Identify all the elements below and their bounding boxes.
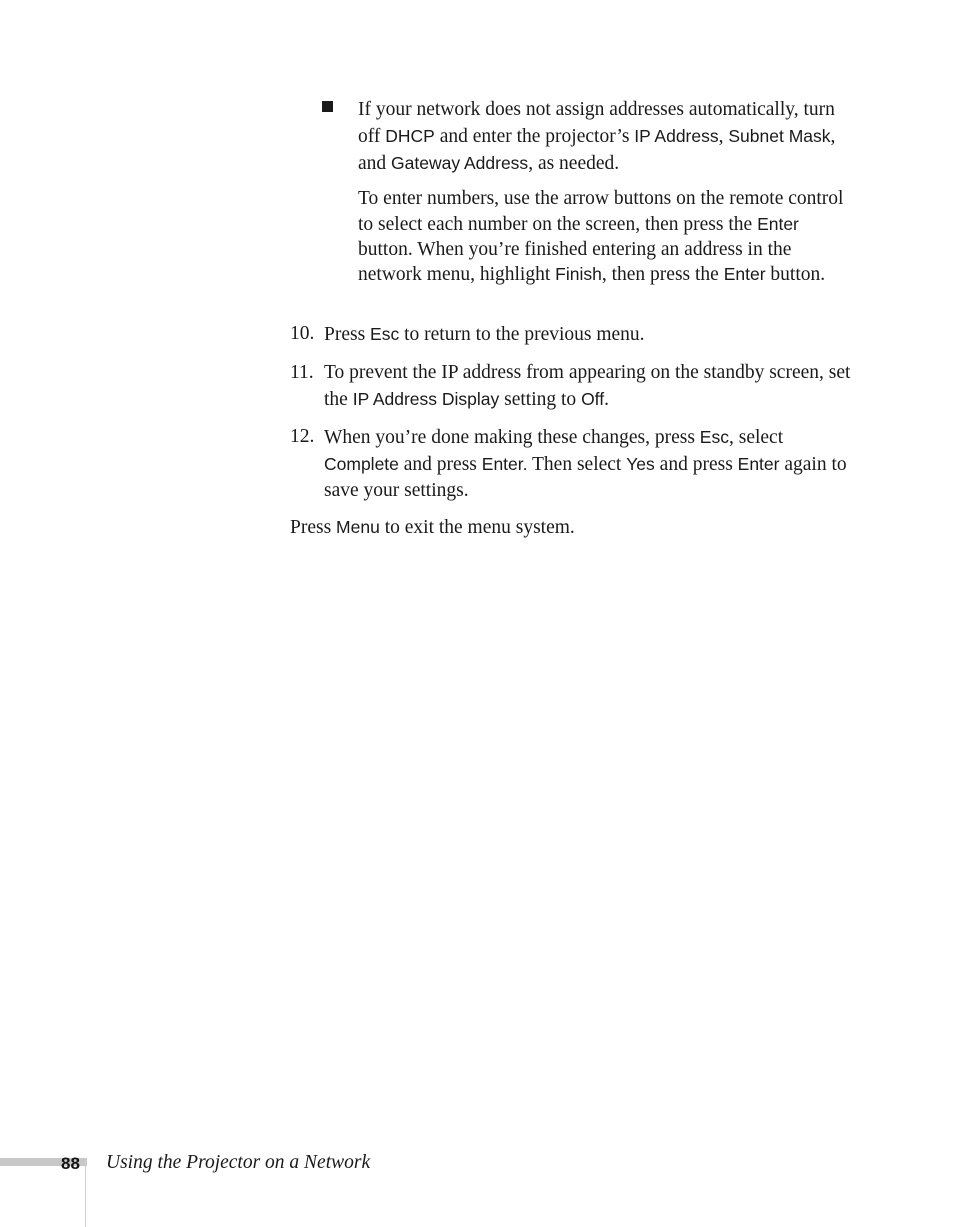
ip-address-display-setting-label: IP Address Display	[352, 389, 500, 409]
bullet-text-segment: ,	[718, 126, 729, 147]
step-10	[290, 321, 860, 348]
footer-vertical-rule	[85, 1160, 86, 1227]
paragraph-text-segment: button.	[765, 264, 826, 286]
step-text-segment: , select	[728, 427, 784, 448]
bullet-text	[358, 97, 858, 177]
esc-button-label: Esc	[699, 427, 729, 447]
bullet-text-segment: If your network does not assign addresses automatically, turn off	[358, 99, 835, 147]
dhcp-setting-label: DHCP	[385, 126, 435, 146]
step-number: 12.	[290, 426, 315, 447]
step-text-segment: To prevent the IP address from appearing on the standby screen, set the	[324, 362, 851, 410]
enter-button-label: Enter	[723, 264, 766, 285]
step-11	[290, 360, 860, 413]
closing-text-segment: Press	[290, 517, 337, 538]
paragraph-text-segment: button. When you’re finished entering an address in the network menu, highlight	[358, 238, 792, 286]
entering-numbers-paragraph	[358, 187, 858, 288]
paragraph-text-segment: , then press the	[601, 264, 724, 286]
step-text-segment: again to save your settings.	[324, 454, 847, 501]
step-text-segment: Then select	[527, 454, 627, 475]
step-body	[324, 424, 860, 504]
subnet-mask-setting-label: Subnet Mask	[728, 126, 831, 146]
step-number: 11.	[290, 362, 314, 383]
step-body	[324, 321, 860, 348]
enter-button-label: Enter	[737, 454, 780, 474]
closing-text-segment: to exit the menu system.	[379, 517, 575, 538]
step-text-segment: and press	[654, 454, 738, 475]
step-12	[290, 424, 860, 504]
off-option-label: Off	[581, 389, 605, 409]
square-bullet-icon	[322, 101, 333, 112]
finish-option-label: Finish	[555, 264, 602, 285]
enter-button-label: Enter.	[481, 454, 528, 474]
page-number: 88	[61, 1154, 80, 1173]
paragraph-text-segment: To enter numbers, use the arrow buttons on the remote control to select each number on the screen, then press the	[358, 188, 844, 235]
ip-address-setting-label: IP Address	[634, 126, 719, 146]
step-text-segment: and press	[398, 454, 482, 475]
bullet-text-segment: , and	[358, 126, 836, 174]
enter-button-label: Enter	[757, 213, 799, 234]
step-text-segment: .	[604, 389, 609, 410]
step-text-segment: setting to	[499, 389, 582, 410]
step-number: 10.	[290, 323, 315, 344]
closing-instruction	[290, 514, 850, 541]
yes-option-label: Yes	[626, 454, 655, 474]
bullet-text-segment: , as needed.	[528, 153, 620, 174]
step-text-segment: Press	[324, 324, 371, 345]
step-text-segment: to return to the previous menu.	[399, 324, 645, 345]
esc-button-label: Esc	[370, 324, 400, 344]
step-text-segment: When you’re done making these changes, press	[324, 427, 700, 448]
step-body	[324, 360, 860, 413]
bullet-text-segment: and enter the projector’s	[434, 126, 635, 147]
gateway-address-setting-label: Gateway Address	[391, 153, 529, 173]
complete-option-label: Complete	[324, 454, 399, 474]
menu-button-label: Menu	[336, 517, 380, 537]
running-title: Using the Projector on a Network	[106, 1152, 371, 1173]
